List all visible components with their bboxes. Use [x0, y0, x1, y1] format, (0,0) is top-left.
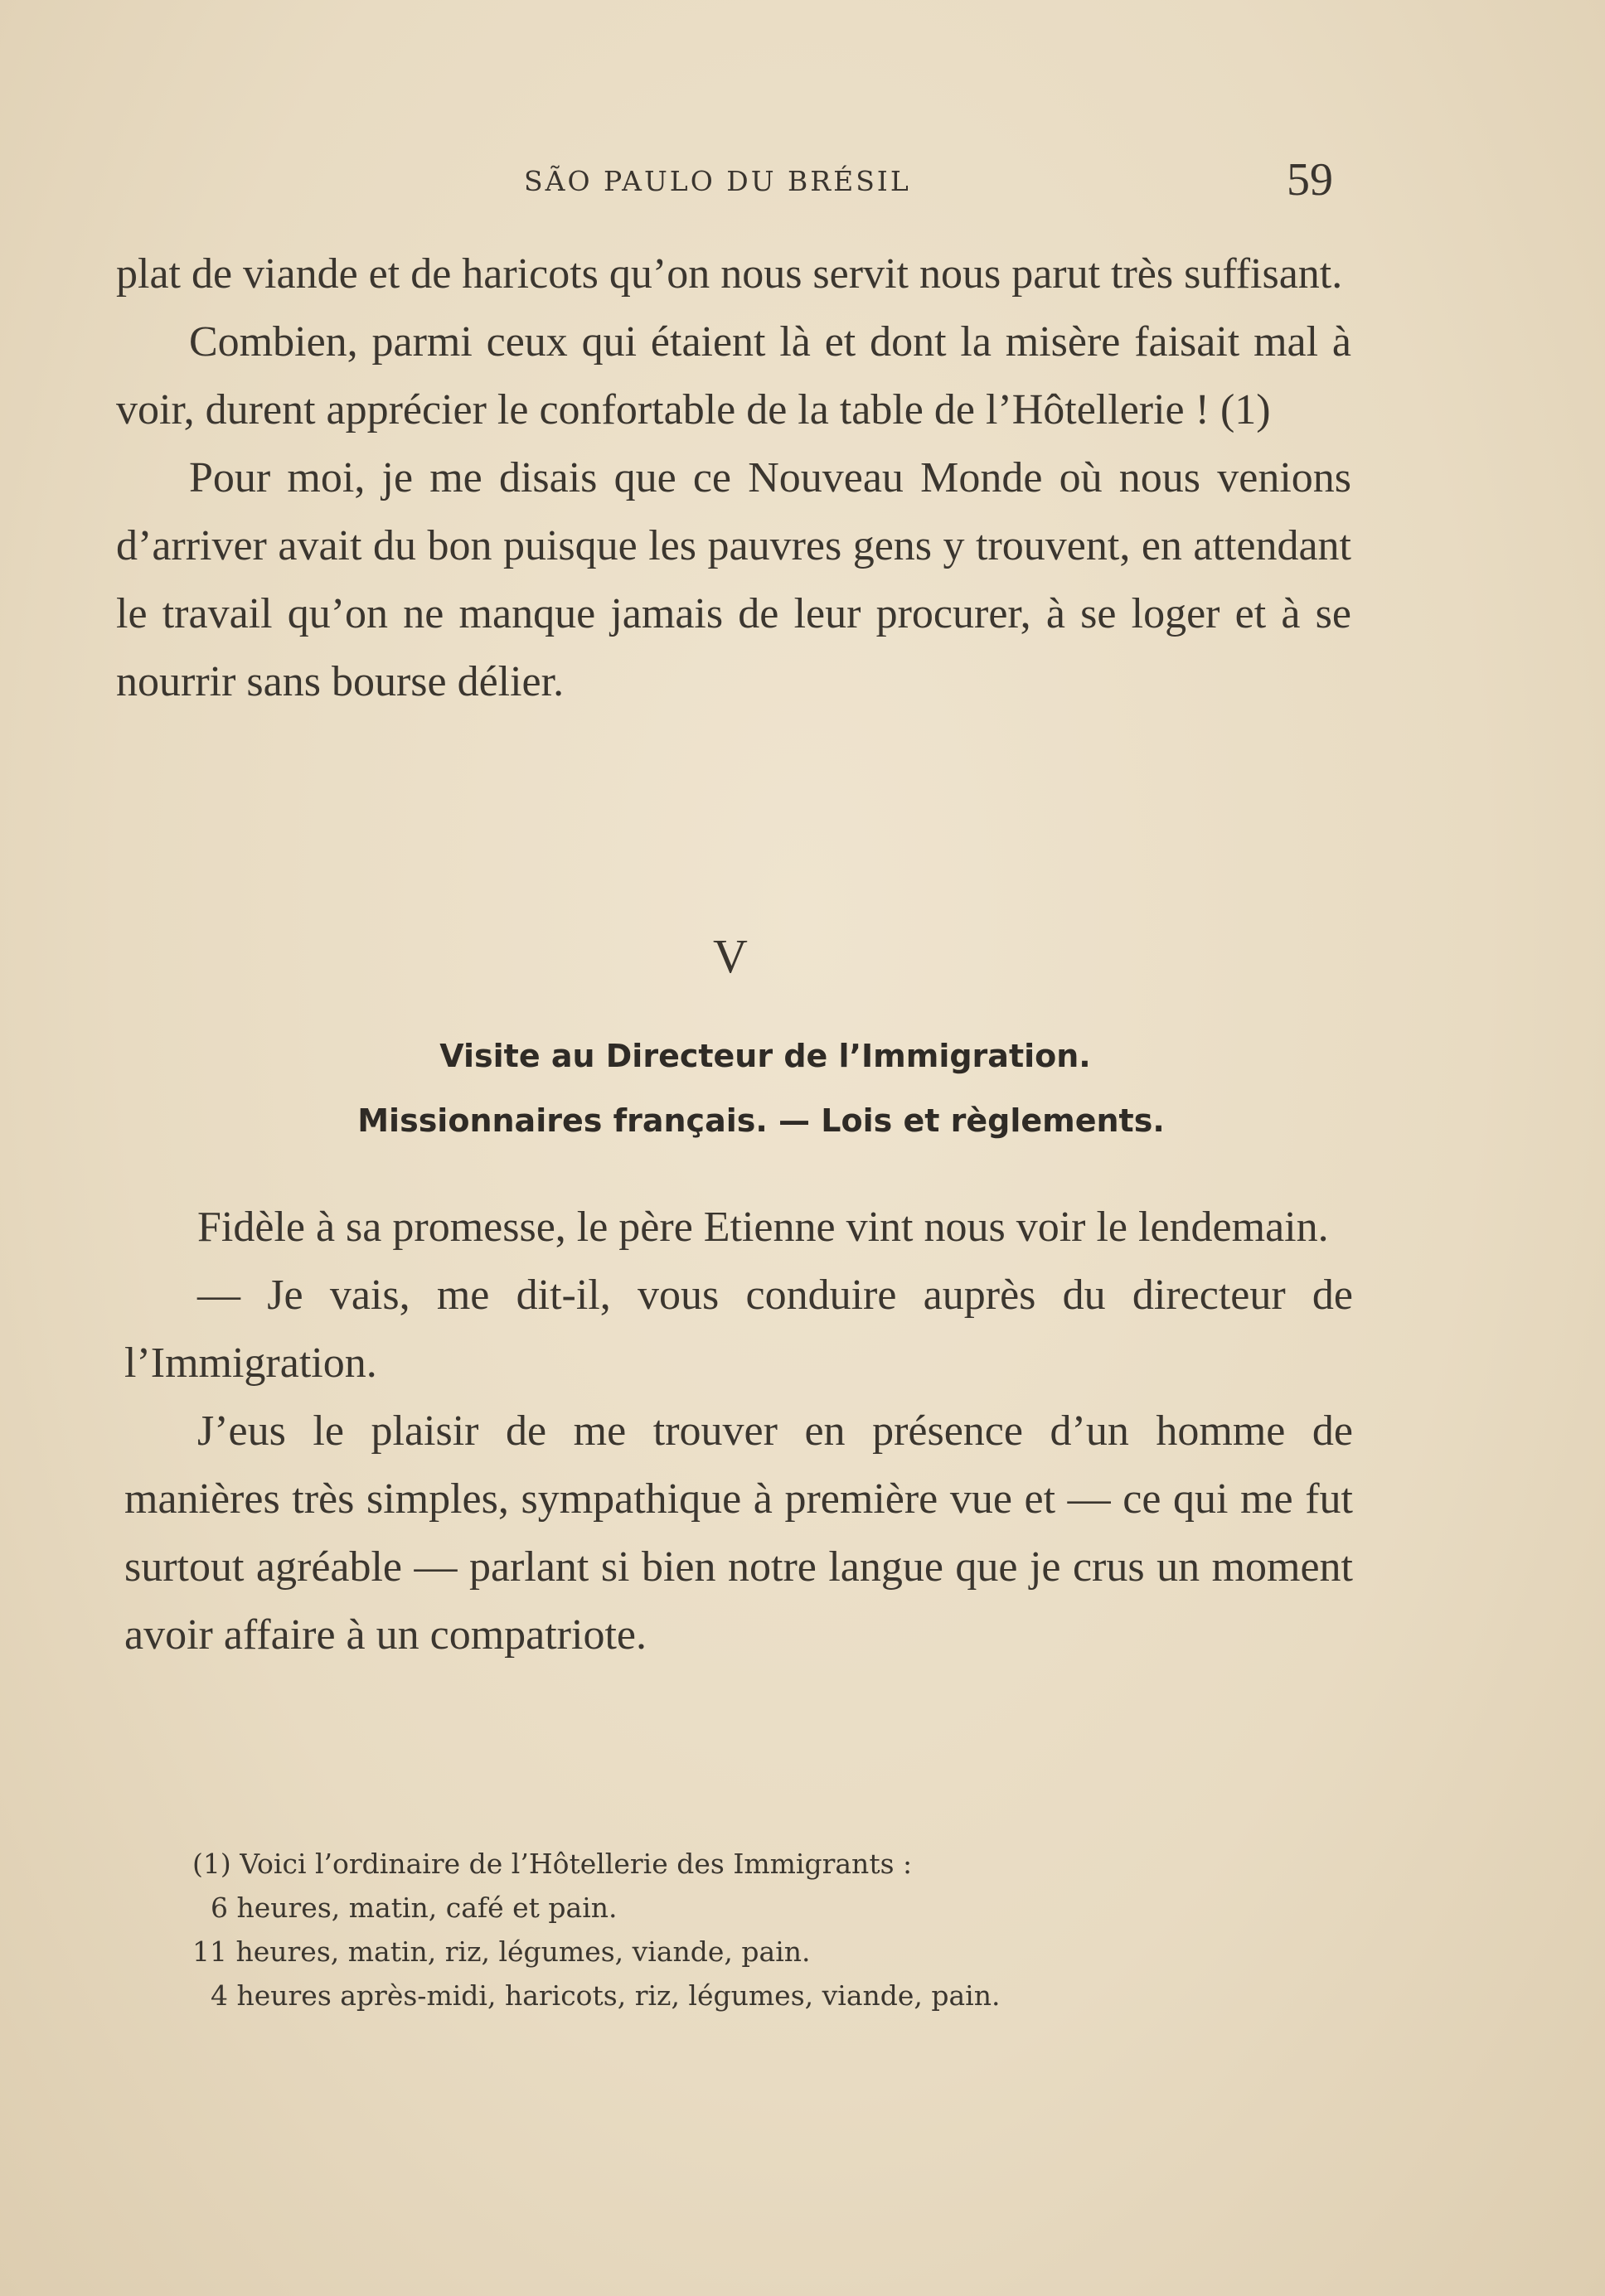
running-head — [0, 153, 1605, 206]
footnote-line: 6 heures, matin, café et pain. — [211, 1892, 618, 1924]
paragraph: plat de viande et de haricots qu’on nous servit nous parut très suffisant. — [116, 250, 1343, 298]
chapter-subtitle-line: Missionnaires français. — Lois et règlements. — [357, 1102, 1165, 1139]
body-text-before — [116, 240, 1351, 716]
footnote-line: 11 heures, matin, riz, légumes, viande, pain. — [192, 1935, 811, 1968]
page-number: 59 — [1287, 154, 1333, 206]
chapter-subtitle-line: Visite au Directeur de l’Immigration. — [439, 1038, 1091, 1074]
paragraph: Pour moi, je me disais que ce Nouveau Monde où nous venions d’arriver avait du bon puisque les pauvres gens y trouvent, en attendant le travail qu’on ne manque jamais de leur procurer, à se loger et à se nourrir sans bourse délier. — [116, 454, 1351, 705]
paragraph: Combien, parmi ceux qui étaient là et dont la misère faisait mal à voir, durent apprécier le confortable de la table de l’Hôtellerie ! (1) — [116, 318, 1351, 434]
chapter-number: V — [713, 929, 748, 983]
running-title: SÃO PAULO DU BRÉSIL — [524, 165, 911, 197]
footnote — [192, 1842, 1353, 2017]
footnote-intro: (1) Voici l’ordinaire de l’Hôtellerie des Immigrants : — [192, 1848, 913, 1880]
paragraph: Fidèle à sa promesse, le père Etienne vint nous voir le lendemain. — [197, 1204, 1329, 1251]
body-text-after — [124, 1194, 1353, 1669]
footnote-line: 4 heures après-midi, haricots, riz, légumes, viande, pain. — [211, 1979, 1001, 2012]
paragraph: — Je vais, me dit-il, vous conduire auprès du directeur de l’Immigration. — [124, 1272, 1353, 1387]
paragraph: J’eus le plaisir de me trouver en présence d’un homme de manières très simples, sympathique à première vue et — ce qui me fut surtout agréable — parlant si bien notre langue que je crus un moment avoir affaire à un compatriote. — [124, 1407, 1353, 1659]
